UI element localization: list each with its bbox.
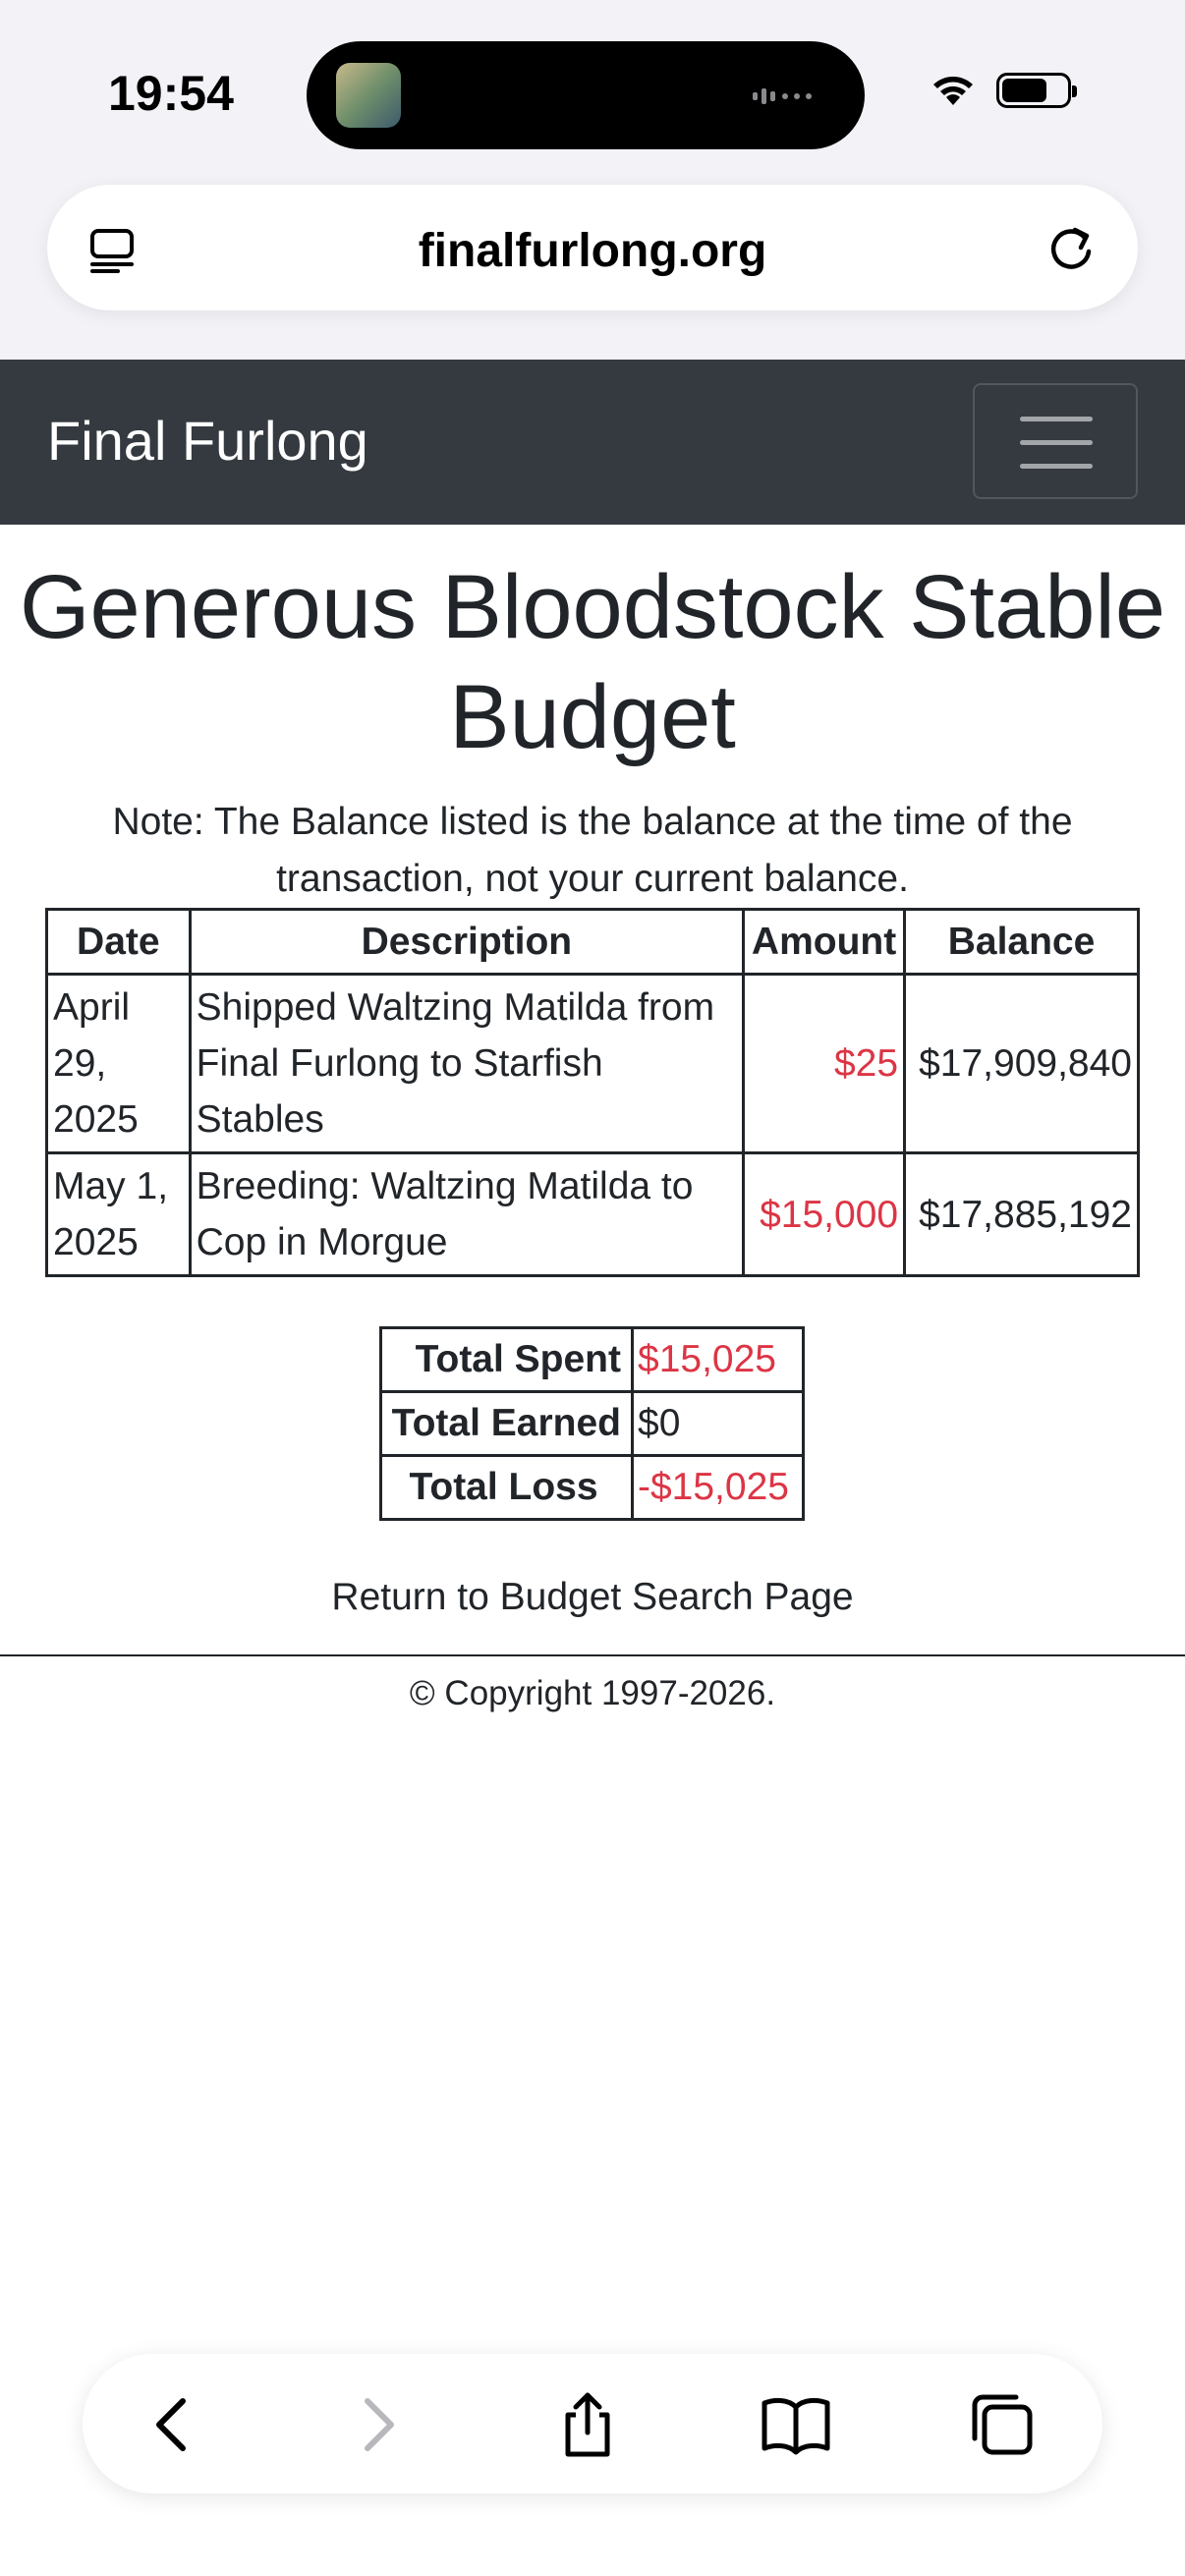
row-balance: $17,885,192 — [905, 1153, 1139, 1276]
total-earned-row — [381, 1392, 804, 1456]
site-navbar — [0, 360, 1185, 525]
header-balance: Balance — [905, 910, 1139, 975]
total-loss-row — [381, 1456, 804, 1520]
row-date: May 1, 2025 — [47, 1153, 191, 1276]
chevron-left-icon[interactable] — [138, 2389, 208, 2460]
total-spent-value: $15,025 — [633, 1328, 804, 1392]
status-time: 19:54 — [108, 66, 234, 121]
balance-note: Note: The Balance listed is the balance at the time of the transaction, not your current balance. — [112, 801, 1073, 900]
share-icon[interactable] — [552, 2389, 623, 2460]
copyright-text: © Copyright 1997-2026. — [409, 1674, 776, 1712]
row-description: Breeding: Waltzing Matilda to Cop in Morgue — [190, 1153, 743, 1276]
header-description: Description — [190, 910, 743, 975]
page-title: Generous Bloodstock Stable Budget — [19, 557, 1166, 767]
audio-wave-icon — [753, 86, 816, 104]
address-bar[interactable] — [47, 185, 1138, 310]
row-date: April 29, 2025 — [47, 975, 191, 1153]
total-spent-row — [381, 1328, 804, 1392]
hamburger-icon — [1020, 417, 1093, 421]
header-amount: Amount — [744, 910, 905, 975]
status-bar — [0, 0, 1185, 177]
header-date: Date — [47, 910, 191, 975]
footer-divider — [0, 1654, 1185, 1656]
table-row — [47, 1153, 1139, 1276]
now-playing-thumbnail — [336, 63, 401, 128]
total-loss-value: -$15,025 — [633, 1456, 804, 1520]
table-header-row — [47, 910, 1139, 975]
reload-icon[interactable] — [1045, 224, 1097, 275]
row-amount: $15,000 — [744, 1153, 905, 1276]
url-text[interactable]: finalfurlong.org — [418, 225, 767, 277]
total-earned-label: Total Earned — [381, 1392, 633, 1456]
total-earned-value: $0 — [633, 1392, 804, 1456]
row-description: Shipped Waltzing Matilda from Final Furlong to Starfish Stables — [190, 975, 743, 1153]
row-balance: $17,909,840 — [905, 975, 1139, 1153]
total-loss-label: Total Loss — [381, 1456, 633, 1520]
transactions-table — [45, 908, 1140, 1277]
return-to-budget-search-link[interactable]: Return to Budget Search Page — [331, 1576, 854, 1618]
wifi-icon — [931, 74, 975, 107]
dynamic-island[interactable] — [307, 41, 865, 149]
table-row — [47, 975, 1139, 1153]
tabs-icon[interactable] — [967, 2389, 1038, 2460]
battery-icon — [996, 73, 1071, 108]
book-icon[interactable] — [761, 2389, 831, 2460]
row-amount: $25 — [744, 975, 905, 1153]
chevron-right-icon[interactable] — [342, 2389, 413, 2460]
totals-table — [379, 1326, 805, 1521]
browser-toolbar — [83, 2354, 1102, 2493]
menu-toggle-button[interactable] — [973, 383, 1138, 499]
total-spent-label: Total Spent — [381, 1328, 633, 1392]
browser-address-area — [0, 177, 1185, 360]
site-brand-link[interactable]: Final Furlong — [47, 410, 368, 472]
